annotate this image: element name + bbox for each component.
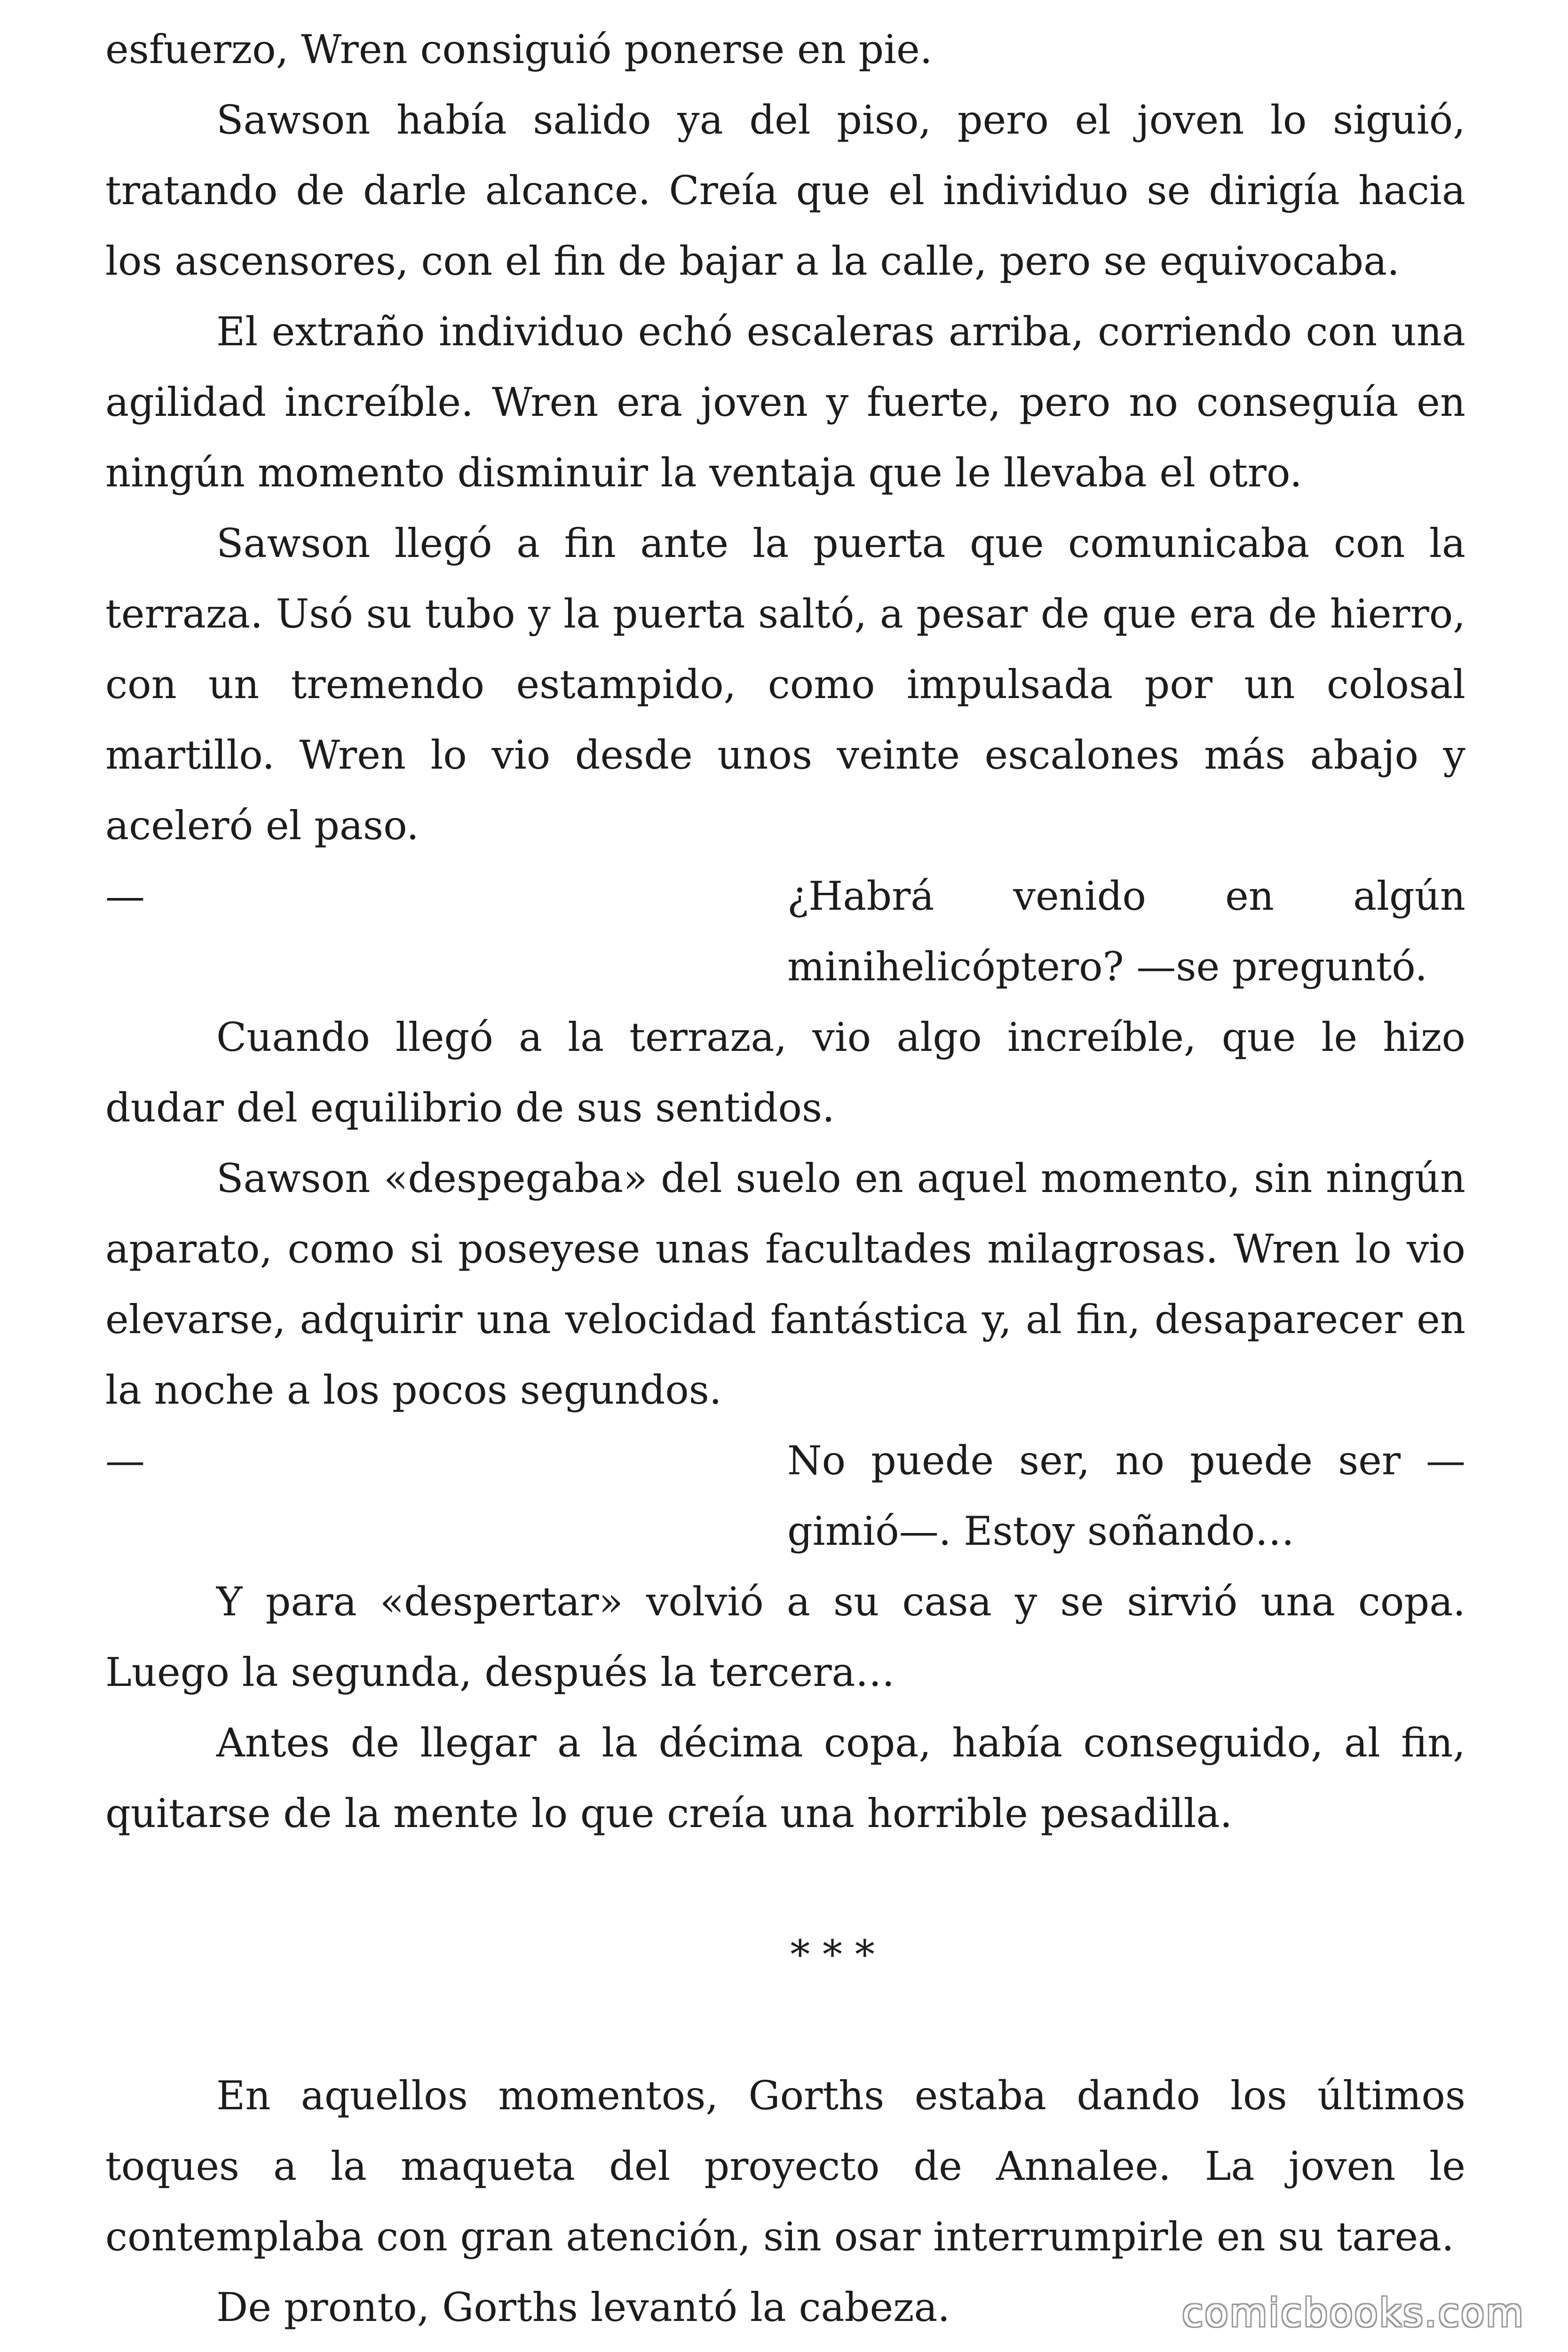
paragraph: Sawson llegó a fin ante la puerta que comunicaba con la terraza. Usó su tubo y la puerta saltó, a pesar de que era de hierro, con un tremendo estampido, como impulsada por un colosal martillo. Wren lo vio desde unos veinte escalones más abajo y aceleró el paso. (105, 520, 1465, 849)
paragraph: El extraño individuo echó escaleras arriba, corriendo con una agilidad increíble. Wren era joven y fuerte, pero no conseguía en ningún momento disminuir la ventaja que le llevaba el otro. (105, 309, 1465, 496)
paragraph: Sawson había salido ya del piso, pero el joven lo siguió, tratando de darle alcance. Creía que el individuo se dirigía hacia los ascensores, con el fin de bajar a la calle, pero se equivocaba. (105, 97, 1465, 284)
dialogue-text: ¿Habrá venido en algún minihelicóptero? —se preguntó. (787, 873, 1465, 990)
paragraph: Sawson «despegaba» del suelo en aquel momento, sin ningún aparato, como si poseyese unas facultades milagrosas. Wren lo vio elevarse, adquirir una velocidad fantástica y, al fin, desaparecer en la noche a los pocos segundos. (105, 1155, 1465, 1413)
paragraph: Y para «despertar» volvió a su casa y se sirvió una copa. Luego la segunda, después la tercera… (105, 1579, 1465, 1695)
paragraph-continuation: esfuerzo, Wren consiguió ponerse en pie. (105, 26, 933, 72)
watermark: comicbooks.com (1182, 2291, 1525, 2336)
paragraph: Antes de llegar a la décima copa, había conseguido, al fin, quitarse de la mente lo que creía una horrible pesadilla. (105, 1720, 1465, 1836)
paragraph: De pronto, Gorths levantó la cabeza. (216, 2284, 950, 2330)
paragraph: Cuando llegó a la terraza, vio algo increíble, que le hizo dudar del equilibrio de sus sentidos. (105, 1014, 1465, 1131)
separator-asterisks: * * * (790, 1931, 875, 1978)
dialogue-dash: — (105, 873, 145, 919)
section-separator (105, 1849, 1465, 2060)
dialogue-line (105, 861, 1465, 1002)
dialogue-dash: — (105, 1438, 145, 1484)
paragraph: En aquellos momentos, Gorths estaba dando los últimos toques a la maqueta del proyecto de Annalee. La joven le contemplaba con gran atención, sin osar interrumpirle en su tarea. (105, 2073, 1465, 2260)
page-text (105, 14, 1465, 2343)
dialogue-text: No puede ser, no puede ser —gimió—. Estoy soñando… (787, 1438, 1465, 1554)
dialogue-line (105, 1425, 1465, 1566)
